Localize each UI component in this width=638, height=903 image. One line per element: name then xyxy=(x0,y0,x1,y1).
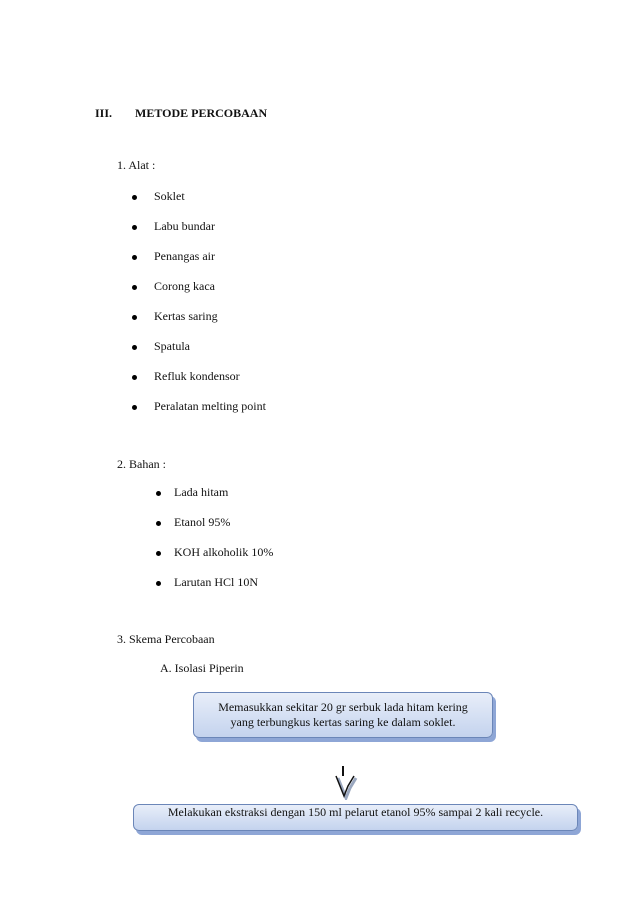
bullet-icon xyxy=(132,345,137,350)
skema-heading: 3. Skema Percobaan xyxy=(117,632,215,646)
bullet-icon xyxy=(156,491,161,496)
bullet-icon xyxy=(132,255,137,260)
list-item-label: Soklet xyxy=(154,189,185,203)
bullet-icon xyxy=(132,195,137,200)
list-item-label: Corong kaca xyxy=(154,279,215,293)
bullet-icon xyxy=(132,225,137,230)
bahan-heading: 2. Bahan : xyxy=(117,457,166,471)
bullet-icon xyxy=(132,285,137,290)
section-title: METODE PERCOBAAN xyxy=(135,106,268,120)
list-item-label: Penangas air xyxy=(154,249,215,263)
list-item-label: Lada hitam xyxy=(174,485,229,499)
bullet-icon xyxy=(156,521,161,526)
bullet-icon xyxy=(156,581,161,586)
list-item-label: KOH alkoholik 10% xyxy=(174,545,274,559)
step-2-text: Melakukan ekstraksi dengan 150 ml pelarut etanol 95% sampai 2 kali recycle. xyxy=(167,805,544,819)
list-item-label: Spatula xyxy=(154,339,190,353)
bullet-icon xyxy=(132,405,137,410)
alat-heading: 1. Alat : xyxy=(117,158,156,172)
list-item-label: Larutan HCl 10N xyxy=(174,575,258,589)
bullet-icon xyxy=(156,551,161,556)
list-item-label: Peralatan melting point xyxy=(154,399,266,413)
bullet-icon xyxy=(132,315,137,320)
list-item-label: Etanol 95% xyxy=(174,515,231,529)
list-item-label: Kertas saring xyxy=(154,309,218,323)
section-number: III. xyxy=(95,106,113,120)
down-arrow-icon xyxy=(326,764,362,800)
step-2-box xyxy=(133,804,578,831)
step-1-box xyxy=(193,692,493,738)
step-1-line-2: yang terbungkus kertas saring ke dalam soklet. xyxy=(230,715,456,729)
skema-subheading: A. Isolasi Piperin xyxy=(160,661,244,675)
step-1-line-1: Memasukkan sekitar 20 gr serbuk lada hitam kering xyxy=(218,700,468,714)
list-item-label: Labu bundar xyxy=(154,219,215,233)
list-item-label: Refluk kondensor xyxy=(154,369,240,383)
bullet-icon xyxy=(132,375,137,380)
